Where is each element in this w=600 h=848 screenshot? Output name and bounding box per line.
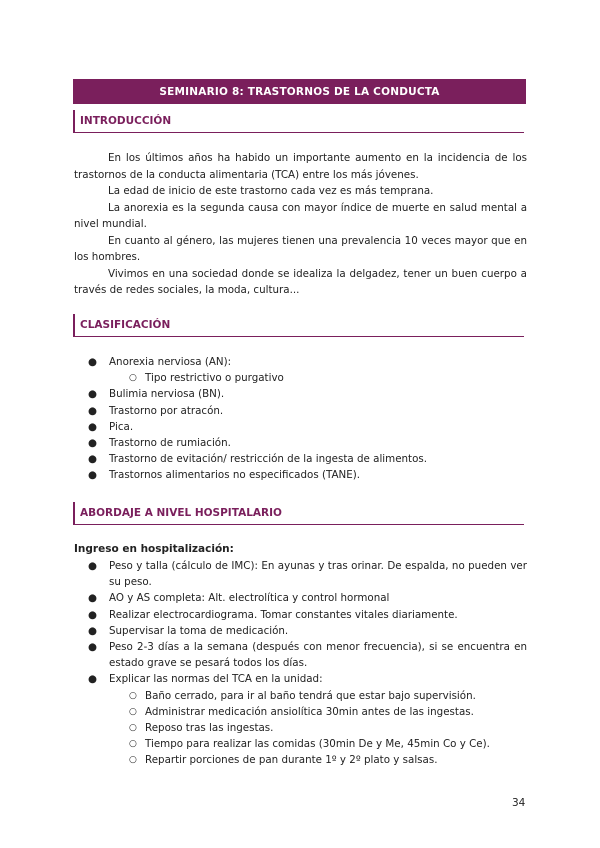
intro-paragraph: La anorexia es la segunda causa con mayor índice de muerte en salud mental a nivel mundial. <box>74 201 527 230</box>
hollow-bullet-icon: ○ <box>129 739 137 750</box>
list-item: ● Peso y talla (cálculo de IMC): En ayunas y tras orinar. De espalda, no pueden ver su peso. <box>88 560 527 589</box>
intro-paragraph: Vivimos en una sociedad donde se idealiza la delgadez, tener un buen cuerpo a través de redes sociales, la moda, cultura... <box>74 267 527 296</box>
section-heading-introduccion: INTRODUCCIÓN <box>73 110 524 133</box>
hollow-bullet-icon: ○ <box>129 723 137 734</box>
intro-paragraph: La edad de inicio de este trastorno cada vez es más temprana. <box>108 185 434 197</box>
bullet-icon: ● <box>88 608 97 621</box>
clasificacion-list <box>74 354 527 484</box>
list-item: ● Anorexia nerviosa (AN): <box>74 354 527 370</box>
abordaje-list <box>74 558 527 769</box>
section-heading-abordaje: ABORDAJE A NIVEL HOSPITALARIO <box>73 502 524 525</box>
section-heading-clasificacion: CLASIFICACIÓN <box>73 314 524 337</box>
hollow-bullet-icon: ○ <box>129 755 137 766</box>
hollow-bullet-icon: ○ <box>129 690 137 701</box>
sub-list-item: ○ Tipo restrictivo o purgativo <box>74 370 527 386</box>
bullet-icon: ● <box>88 673 97 686</box>
sub-list-item: ○ Tiempo para realizar las comidas (30min De y Me, 45min Co y Ce). <box>74 736 527 752</box>
bullet-icon: ● <box>88 469 97 482</box>
subsection-heading: Ingreso en hospitalización: <box>74 543 234 555</box>
list-item: ● Peso 2-3 días a la semana (después con menor frecuencia), si se encuentra en estado grave se pesará todos los días. <box>88 641 527 670</box>
list-item: ● Supervisar la toma de medicación. <box>74 623 527 639</box>
intro-paragraph: En los últimos años ha habido un importante aumento en la incidencia de los trastornos de la conducta alimentaria (TCA) entre los más jóvenes. <box>74 152 527 181</box>
bullet-icon: ● <box>88 356 97 368</box>
bullet-icon: ● <box>88 453 97 466</box>
intro-paragraph: En cuanto al género, las mujeres tienen una prevalencia 10 veces mayor que en los hombres. <box>74 234 527 263</box>
list-item: ● Realizar electrocardiograma. Tomar constantes vitales diariamente. <box>74 607 527 623</box>
bullet-icon: ● <box>88 420 97 433</box>
hollow-bullet-icon: ○ <box>129 706 137 717</box>
bullet-icon: ● <box>88 624 97 637</box>
bullet-icon: ● <box>88 404 97 417</box>
bullet-icon: ● <box>88 388 97 401</box>
page-title: SEMINARIO 8: TRASTORNOS DE LA CONDUCTA <box>73 79 526 104</box>
list-item: ● Explicar las normas del TCA en la unidad: <box>74 671 527 687</box>
list-item: ● Pica. <box>74 419 527 435</box>
page-number: 34 <box>512 797 526 809</box>
intro-text <box>74 150 527 299</box>
bullet-icon: ● <box>88 641 97 654</box>
list-item: ● Bulimia nerviosa (BN). <box>74 386 527 402</box>
sub-list-item: ○ Repartir porciones de pan durante 1º y 2º plato y salsas. <box>74 752 527 768</box>
sub-list-item: ○ Baño cerrado, para ir al baño tendrá que estar bajo supervisión. <box>74 688 527 704</box>
sub-list-item: ○ Administrar medicación ansiolítica 30min antes de las ingestas. <box>74 704 527 720</box>
bullet-icon: ● <box>88 437 97 450</box>
bullet-icon: ● <box>88 592 97 605</box>
list-item: ● Trastorno de rumiación. <box>74 435 527 451</box>
list-item: ● Trastorno por atracón. <box>74 403 527 419</box>
bullet-icon: ● <box>88 560 97 572</box>
hollow-bullet-icon: ○ <box>129 373 137 384</box>
sub-list-item: ○ Reposo tras las ingestas. <box>74 720 527 736</box>
list-item: ● AO y AS completa: Alt. electrolítica y control hormonal <box>74 590 527 606</box>
list-item: ● Trastorno de evitación/ restricción de la ingesta de alimentos. <box>74 451 527 467</box>
list-item: ● Trastornos alimentarios no especificados (TANE). <box>74 467 527 483</box>
